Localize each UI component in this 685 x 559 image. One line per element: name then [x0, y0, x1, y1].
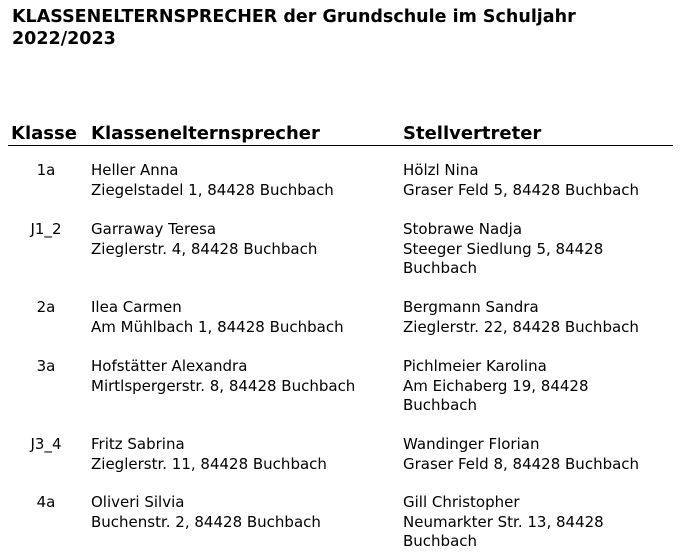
representative-address: Mirtlspergerstr. 8, 84428 Buchbach	[91, 376, 356, 395]
class-cell: 2a	[36, 298, 56, 316]
deputy-name: Pichlmeier Karolina	[403, 357, 547, 375]
deputy-representative	[403, 357, 665, 416]
deputy-address: Am Eichaberg 19, 84428 Buchbach	[403, 376, 589, 414]
column-header-stellvertreter: Stellvertreter	[403, 123, 542, 144]
representative-address: Buchenstr. 2, 84428 Buchbach	[91, 512, 321, 531]
parent-representative	[91, 435, 396, 474]
deputy-representative	[403, 435, 665, 474]
deputy-representative	[403, 493, 665, 552]
parent-representative	[91, 493, 396, 532]
parent-representative	[91, 161, 396, 200]
column-header-klassenelternsprecher: Klassenelternsprecher	[91, 123, 320, 144]
deputy-address: Neumarkter Str. 13, 84428 Buchbach	[403, 512, 604, 550]
representative-name: Hofstätter Alexandra	[91, 357, 248, 375]
representative-address: Ziegelstadel 1, 84428 Buchbach	[91, 180, 334, 199]
parent-representative	[91, 357, 396, 396]
class-cell: 1a	[36, 161, 56, 179]
deputy-name: Bergmann Sandra	[403, 298, 539, 316]
deputy-name: Wandinger Florian	[403, 435, 540, 453]
parent-representative	[91, 298, 396, 337]
deputy-representative	[403, 298, 665, 337]
header-divider	[8, 145, 673, 146]
representative-name: Fritz Sabrina	[91, 435, 185, 453]
class-cell: J1_2	[30, 220, 62, 238]
deputy-representative	[403, 161, 665, 200]
deputy-name: Hölzl Nina	[403, 161, 479, 179]
class-cell: 4a	[36, 493, 56, 511]
column-header-klasse: Klasse	[11, 123, 77, 144]
deputy-representative	[403, 220, 665, 279]
deputy-name: Stobrawe Nadja	[403, 220, 523, 238]
representative-name: Garraway Teresa	[91, 220, 217, 238]
representative-name: Ilea Carmen	[91, 298, 182, 316]
deputy-name: Gill Christopher	[403, 493, 520, 511]
table-header	[0, 121, 685, 147]
class-cell: 3a	[36, 357, 56, 375]
representative-address: Zieglerstr. 4, 84428 Buchbach	[91, 239, 318, 258]
deputy-address: Graser Feld 8, 84428 Buchbach	[403, 454, 640, 473]
representative-name: Oliveri Silvia	[91, 493, 185, 511]
parent-representative	[91, 220, 396, 259]
page-title: KLASSENELTERNSPRECHER der Grundschule im Schuljahr 2022/2023	[12, 7, 576, 49]
representative-address: Am Mühlbach 1, 84428 Buchbach	[91, 317, 344, 336]
deputy-address: Steeger Siedlung 5, 84428 Buchbach	[403, 239, 604, 277]
class-cell: J3_4	[30, 435, 62, 453]
representative-name: Heller Anna	[91, 161, 179, 179]
representative-address: Zieglerstr. 11, 84428 Buchbach	[91, 454, 327, 473]
deputy-address: Graser Feld 5, 84428 Buchbach	[403, 180, 640, 199]
deputy-address: Zieglerstr. 22, 84428 Buchbach	[403, 317, 639, 336]
